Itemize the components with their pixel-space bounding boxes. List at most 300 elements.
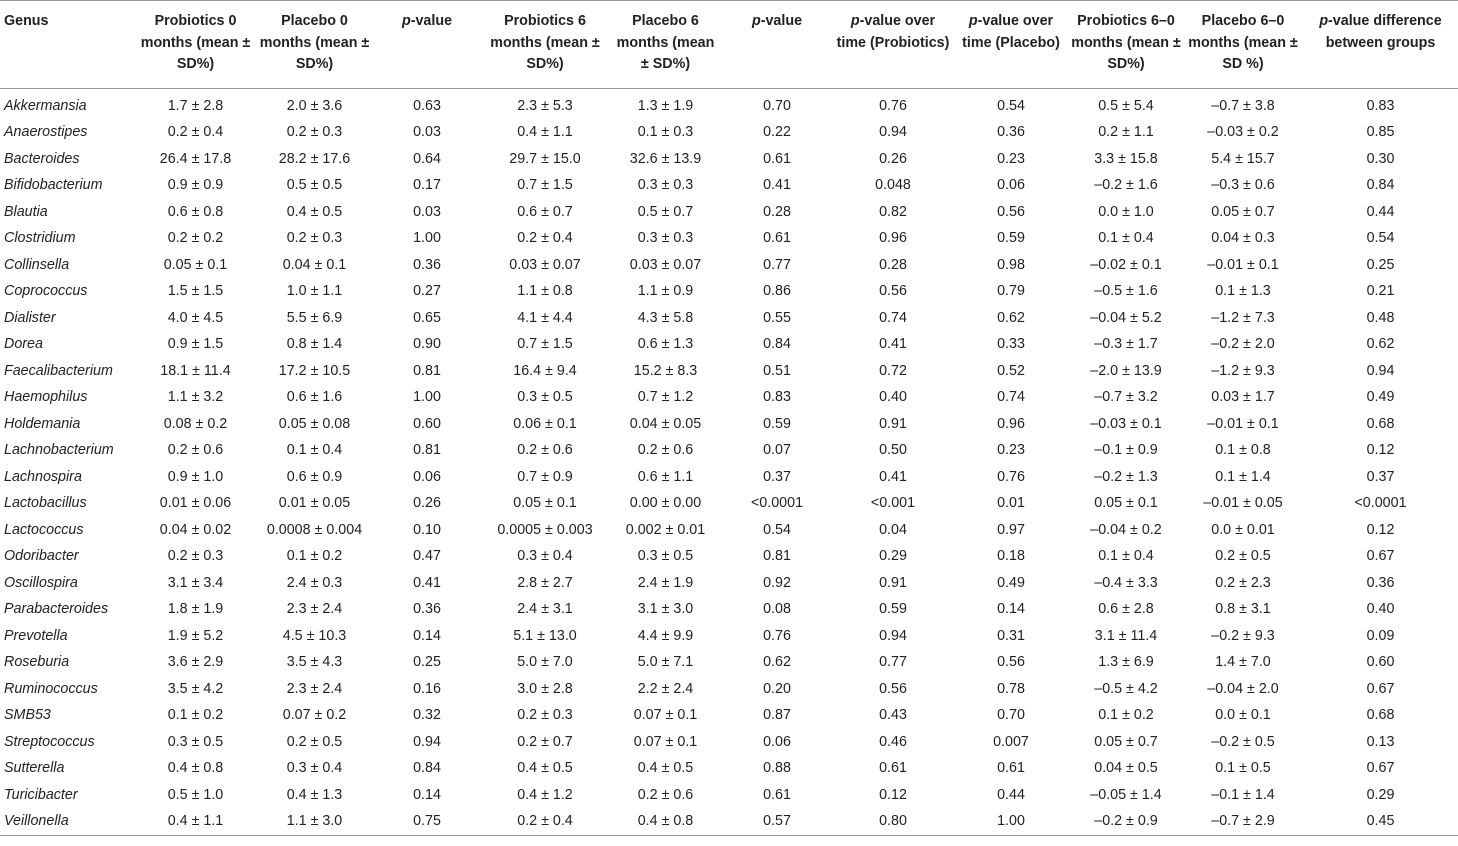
value-cell: 0.30	[1366, 150, 1395, 167]
column-header	[721, 1, 833, 89]
value-cell: –0.7 ± 3.8	[1211, 97, 1275, 114]
value-cell: 0.62	[1366, 336, 1395, 352]
value-cell: 5.4 ± 15.7	[1211, 150, 1275, 167]
value-cell: 0.36	[997, 124, 1025, 140]
value-cell: 0.6 ± 1.6	[286, 389, 343, 405]
value-cell: 0.65	[413, 309, 441, 326]
value-cell: 0.75	[374, 808, 480, 835]
value-cell: –0.04 ± 2.0	[1207, 680, 1279, 697]
value-cell: 0.2 ± 0.5	[286, 733, 343, 750]
table-row	[0, 225, 1458, 252]
value-cell: 0.94	[413, 733, 441, 750]
value-cell: 0.12	[879, 786, 907, 803]
value-cell: 0.37	[1366, 468, 1395, 485]
value-cell: –0.02 ± 0.1	[1090, 256, 1162, 273]
value-cell: 0.04 ± 0.1	[282, 256, 347, 273]
value-cell: 0.59	[997, 230, 1025, 246]
column-header-text: Placebo 6 months (mean ± SD%)	[616, 13, 715, 72]
value-cell: 1.4 ± 7.0	[1215, 654, 1271, 670]
value-cell: 0.4 ± 1.1	[517, 124, 573, 140]
value-cell: 2.4 ± 3.1	[517, 601, 573, 617]
value-cell: 0.63	[413, 97, 441, 114]
value-cell: 0.51	[763, 362, 791, 379]
value-cell: 0.2 ± 0.3	[167, 548, 224, 564]
value-cell: 0.50	[879, 442, 907, 458]
value-cell: 0.45	[1303, 808, 1458, 835]
value-cell: 0.7 ± 1.2	[637, 389, 694, 405]
value-cell: 0.22	[763, 124, 791, 140]
value-cell: 0.67	[1366, 760, 1395, 776]
value-cell: –0.2 ± 0.9	[1069, 808, 1183, 835]
value-cell: 0.7 ± 0.9	[517, 468, 573, 485]
value-cell: 28.2 ± 17.6	[278, 150, 351, 167]
value-cell: –0.05 ± 1.4	[1090, 786, 1162, 803]
value-cell: 0.81	[413, 362, 441, 379]
table-row	[0, 331, 1458, 358]
value-cell: 0.2 ± 0.3	[517, 707, 573, 723]
value-cell: 0.05 ± 0.7	[1211, 203, 1275, 220]
genus-cell: Ruminococcus	[4, 680, 98, 697]
value-cell: 0.81	[763, 548, 791, 564]
value-cell: 0.14	[413, 627, 441, 644]
value-cell: 0.12	[1366, 442, 1395, 458]
value-cell: 0.61	[763, 786, 791, 803]
value-cell: 0.28	[879, 256, 907, 273]
value-cell: 0.4 ± 1.2	[517, 786, 573, 803]
value-cell: 1.5 ± 1.5	[167, 283, 224, 299]
column-header	[1069, 1, 1183, 89]
genus-cell: Roseburia	[4, 654, 70, 670]
value-cell: 0.85	[1366, 124, 1395, 140]
value-cell: –2.0 ± 13.9	[1090, 362, 1162, 379]
value-cell: 0.84	[1366, 177, 1395, 193]
value-cell: 0.05 ± 0.1	[513, 495, 577, 511]
table-row	[0, 305, 1458, 332]
table-row	[0, 464, 1458, 491]
value-cell: 32.6 ± 13.9	[629, 150, 702, 167]
genus-cell: Blautia	[4, 203, 48, 220]
table-row	[0, 199, 1458, 226]
value-cell: 0.25	[1366, 256, 1395, 273]
table-row	[0, 119, 1458, 146]
genus-cell: Sutterella	[4, 760, 65, 776]
value-cell: –0.2 ± 2.0	[1211, 336, 1275, 352]
value-cell: 16.4 ± 9.4	[513, 362, 577, 379]
value-cell: 0.1 ± 0.4	[1098, 548, 1154, 564]
value-cell: 0.84	[413, 760, 441, 776]
value-cell: 0.4 ± 0.5	[637, 760, 694, 776]
value-cell: 3.1 ± 11.4	[1094, 627, 1158, 644]
value-cell: 0.88	[763, 760, 791, 776]
value-cell: 1.00	[413, 230, 441, 246]
genus-cell: Dialister	[4, 309, 56, 326]
column-header-text: -value	[410, 13, 453, 29]
value-cell: 0.59	[763, 415, 791, 432]
value-cell: 0.10	[413, 521, 441, 538]
value-cell: –1.2 ± 9.3	[1211, 362, 1275, 379]
column-header-text: -value difference between groups	[1325, 13, 1442, 51]
table-row	[0, 278, 1458, 305]
column-header	[610, 1, 721, 89]
value-cell: 0.007	[993, 733, 1029, 750]
value-cell: –0.04 ± 0.2	[1090, 521, 1162, 538]
value-cell: 0.48	[1366, 309, 1395, 326]
table-header	[0, 1, 1458, 89]
genus-cell: Holdemania	[4, 415, 81, 432]
value-cell: –0.03 ± 0.2	[1207, 124, 1279, 140]
table-row	[0, 808, 1458, 835]
value-cell: 0.33	[997, 336, 1025, 352]
value-cell: 0.17	[413, 177, 441, 193]
genus-cell: Coprococcus	[4, 283, 88, 299]
value-cell: 0.78	[997, 680, 1025, 697]
value-cell: 0.56	[997, 654, 1025, 670]
value-cell: 0.9 ± 1.5	[167, 336, 224, 352]
value-cell: <0.001	[870, 495, 916, 511]
value-cell: 5.1 ± 13.0	[513, 627, 577, 644]
value-cell: 0.82	[879, 203, 907, 220]
value-cell: 0.79	[997, 283, 1025, 299]
value-cell: 0.8 ± 1.4	[286, 336, 343, 352]
value-cell: 0.77	[763, 256, 791, 273]
value-cell: 3.5 ± 4.2	[167, 680, 224, 697]
value-cell: 0.68	[1366, 415, 1395, 432]
value-cell: 0.1 ± 0.2	[167, 707, 224, 723]
column-header	[255, 1, 374, 89]
value-cell: 5.5 ± 6.9	[286, 309, 343, 326]
value-cell: 2.3 ± 2.4	[286, 680, 343, 697]
value-cell: 0.2 ± 0.3	[286, 124, 343, 140]
value-cell: 4.0 ± 4.5	[167, 309, 224, 326]
value-cell: 0.29	[879, 548, 907, 564]
value-cell: 0.07 ± 0.2	[282, 707, 347, 723]
value-cell: 0.08	[763, 601, 791, 617]
value-cell: 0.09	[1366, 627, 1395, 644]
column-header-text: p	[1319, 13, 1329, 29]
genus-cell: Dorea	[4, 336, 43, 352]
value-cell: 0.002 ± 0.01	[625, 521, 706, 538]
value-cell: 0.3 ± 0.3	[637, 230, 694, 246]
value-cell: 0.04 ± 0.05	[629, 415, 702, 432]
genus-cell: Lactobacillus	[4, 495, 87, 511]
value-cell: 0.0008 ± 0.004	[266, 521, 363, 538]
value-cell: 0.1 ± 1.3	[1215, 283, 1271, 299]
value-cell: 1.1 ± 0.9	[637, 283, 694, 299]
value-cell: 0.90	[413, 336, 441, 352]
value-cell: 0.70	[763, 97, 791, 114]
value-cell: 0.3 ± 0.5	[517, 389, 573, 405]
value-cell: 0.54	[997, 97, 1025, 114]
value-cell: 0.70	[997, 707, 1025, 723]
value-cell: –0.2 ± 1.3	[1094, 468, 1158, 485]
genus-cell: Streptococcus	[4, 733, 95, 750]
value-cell: 0.25	[413, 654, 441, 670]
value-cell: 5.0 ± 7.0	[517, 654, 573, 670]
value-cell: –0.1 ± 1.4	[1211, 786, 1275, 803]
genus-cell: Odoribacter	[4, 548, 79, 564]
column-header-text: Probiotics 6–0 months (mean ± SD%)	[1071, 13, 1181, 72]
value-cell: 5.0 ± 7.1	[637, 654, 694, 670]
value-cell: 0.07 ± 0.1	[633, 707, 698, 723]
value-cell: 0.67	[1366, 680, 1395, 697]
value-cell: 0.47	[413, 548, 441, 564]
value-cell: 0.76	[763, 627, 791, 644]
column-header	[136, 1, 255, 89]
value-cell: 0.6 ± 2.8	[1098, 601, 1154, 617]
value-cell: 0.05 ± 0.1	[163, 256, 228, 273]
genus-cell: Clostridium	[4, 230, 76, 246]
value-cell: 0.2 ± 0.6	[167, 442, 224, 458]
value-cell: 3.6 ± 2.9	[167, 654, 224, 670]
value-cell: 0.1 ± 0.5	[1215, 760, 1271, 776]
value-cell: 0.1 ± 1.4	[1215, 468, 1271, 485]
value-cell: 1.8 ± 1.9	[167, 601, 224, 617]
value-cell: 0.91	[879, 415, 907, 432]
value-cell: 0.41	[413, 574, 441, 591]
value-cell: 0.74	[879, 309, 907, 326]
value-cell: 4.1 ± 4.4	[517, 309, 573, 326]
value-cell: 0.3 ± 0.3	[637, 177, 694, 193]
value-cell: 3.1 ± 3.0	[637, 601, 694, 617]
value-cell: 0.31	[997, 627, 1025, 644]
value-cell: 0.97	[997, 521, 1025, 538]
value-cell: 0.83	[763, 389, 791, 405]
value-cell: 0.52	[997, 362, 1025, 379]
column-header	[833, 1, 953, 89]
value-cell: 0.18	[997, 548, 1025, 564]
value-cell: 0.72	[879, 362, 907, 379]
value-cell: 15.2 ± 8.3	[633, 362, 698, 379]
value-cell: 3.3 ± 15.8	[1094, 150, 1158, 167]
value-cell: 2.0 ± 3.6	[286, 97, 343, 114]
value-cell: 0.1 ± 0.3	[637, 124, 694, 140]
value-cell: 0.3 ± 0.5	[637, 548, 694, 564]
value-cell: 1.9 ± 5.2	[167, 627, 224, 644]
value-cell: 0.7 ± 1.5	[517, 177, 573, 193]
value-cell: 0.74	[997, 389, 1025, 405]
value-cell: 0.54	[763, 521, 791, 538]
value-cell: 1.7 ± 2.8	[167, 97, 224, 114]
column-header	[0, 1, 136, 89]
value-cell: 1.1 ± 3.2	[167, 389, 224, 405]
value-cell: 0.9 ± 0.9	[167, 177, 224, 193]
value-cell: 0.83	[1366, 97, 1395, 114]
value-cell: 0.2 ± 0.7	[517, 733, 573, 750]
column-header	[1303, 1, 1458, 89]
value-cell: 0.04 ± 0.02	[159, 521, 232, 538]
value-cell: 0.94	[1366, 362, 1395, 379]
table-row	[0, 88, 1458, 119]
value-cell: –0.01 ± 0.1	[1207, 415, 1279, 432]
value-cell: 0.92	[763, 574, 791, 591]
value-cell: 1.3 ± 6.9	[1098, 654, 1154, 670]
value-cell: 2.3 ± 2.4	[286, 601, 343, 617]
value-cell: 0.44	[997, 786, 1025, 803]
value-cell: 0.62	[997, 309, 1025, 326]
column-header-text: p	[751, 13, 761, 29]
value-cell: 4.3 ± 5.8	[637, 309, 694, 326]
value-cell: 0.5 ± 5.4	[1098, 97, 1154, 114]
table-row	[0, 384, 1458, 411]
value-cell: 0.03	[413, 124, 441, 140]
value-cell: <0.0001	[1354, 495, 1407, 511]
value-cell: 0.84	[763, 336, 791, 352]
value-cell: 0.76	[879, 97, 907, 114]
value-cell: 26.4 ± 17.8	[159, 150, 232, 167]
column-header-text: -value over time (Probiotics)	[836, 13, 950, 51]
value-cell: 0.06 ± 0.1	[513, 415, 577, 432]
column-header-text: -value over time (Placebo)	[962, 13, 1060, 51]
genus-cell: Akkermansia	[4, 97, 87, 114]
value-cell: 0.98	[997, 256, 1025, 273]
value-cell: 0.56	[997, 203, 1025, 220]
value-cell: –0.1 ± 0.9	[1094, 442, 1158, 458]
value-cell: 0.26	[413, 495, 441, 511]
value-cell: 0.36	[413, 601, 441, 617]
value-cell: 1.1 ± 3.0	[255, 808, 374, 835]
value-cell: 0.43	[879, 707, 907, 723]
value-cell: 0.76	[997, 468, 1025, 485]
value-cell: –0.7 ± 3.2	[1094, 389, 1158, 405]
value-cell: 0.77	[879, 654, 907, 670]
value-cell: 0.01	[997, 495, 1025, 511]
value-cell: 1.00	[953, 808, 1069, 835]
value-cell: 0.5 ± 1.0	[167, 786, 224, 803]
value-cell: 0.91	[879, 574, 907, 591]
value-cell: 0.28	[763, 203, 791, 220]
value-cell: 0.56	[879, 283, 907, 299]
value-cell: 0.40	[1366, 601, 1395, 617]
value-cell: 1.1 ± 0.8	[517, 283, 573, 299]
table-row	[0, 570, 1458, 597]
table-row	[0, 252, 1458, 279]
value-cell: 0.37	[763, 468, 791, 485]
value-cell: 0.2 ± 0.4	[517, 230, 573, 246]
value-cell: 1.0 ± 1.1	[286, 283, 343, 299]
value-cell: 0.0 ± 0.1	[1215, 707, 1271, 723]
value-cell: 2.4 ± 0.3	[286, 574, 343, 591]
genus-cell: Parabacteroides	[4, 601, 109, 617]
value-cell: 0.49	[1366, 389, 1395, 405]
genus-cell: Anaerostipes	[4, 124, 88, 140]
table-row	[0, 517, 1458, 544]
value-cell: 0.04 ± 0.5	[1094, 760, 1158, 776]
value-cell: 0.2 ± 2.3	[1215, 574, 1271, 591]
table-row	[0, 490, 1458, 517]
column-header	[1183, 1, 1303, 89]
value-cell: 0.4 ± 1.1	[136, 808, 255, 835]
value-cell: 0.03 ± 0.07	[629, 256, 702, 273]
value-cell: 0.61	[997, 760, 1025, 776]
value-cell: 0.05 ± 0.08	[278, 415, 351, 432]
value-cell: 2.2 ± 2.4	[637, 680, 694, 697]
value-cell: 0.21	[1366, 283, 1395, 299]
genus-cell: Bifidobacterium	[4, 177, 103, 193]
value-cell: 0.05 ± 0.1	[1094, 495, 1158, 511]
genus-cell: Bacteroides	[4, 150, 80, 167]
value-cell: 0.14	[997, 601, 1025, 617]
value-cell: 0.57	[721, 808, 833, 835]
value-cell: 0.048	[875, 177, 911, 193]
value-cell: 0.44	[1366, 203, 1395, 220]
value-cell: 4.4 ± 9.9	[637, 627, 694, 644]
value-cell: –0.3 ± 0.6	[1211, 177, 1275, 193]
value-cell: 0.68	[1366, 707, 1395, 723]
value-cell: 0.0 ± 1.0	[1098, 203, 1154, 220]
column-header-text: p	[968, 13, 978, 29]
value-cell: 0.1 ± 0.2	[286, 548, 343, 564]
value-cell: 0.60	[1366, 654, 1395, 670]
value-cell: 0.6 ± 1.1	[637, 468, 694, 485]
genus-cell: Lachnospira	[4, 468, 82, 485]
value-cell: –0.5 ± 1.6	[1094, 283, 1158, 299]
value-cell: 0.9 ± 1.0	[167, 468, 224, 485]
column-header-text: Placebo 0 months (mean ± SD%)	[259, 13, 370, 72]
table-row	[0, 543, 1458, 570]
value-cell: 0.2 ± 0.3	[286, 230, 343, 246]
value-cell: 0.23	[997, 442, 1025, 458]
value-cell: 0.05 ± 0.7	[1094, 733, 1158, 750]
value-cell: 3.1 ± 3.4	[167, 574, 224, 591]
value-cell: 0.41	[879, 468, 907, 485]
genus-cell: Veillonella	[0, 808, 136, 835]
value-cell: –0.01 ± 0.05	[1203, 495, 1283, 511]
value-cell: 18.1 ± 11.4	[160, 362, 231, 379]
value-cell: 0.3 ± 0.5	[167, 733, 224, 750]
value-cell: 0.26	[879, 150, 907, 167]
value-cell: 0.03 ± 0.07	[509, 256, 581, 273]
value-cell: 0.0005 ± 0.003	[497, 521, 593, 538]
value-cell: 0.96	[879, 230, 907, 246]
value-cell: 0.86	[763, 283, 791, 299]
value-cell: 0.67	[1366, 548, 1395, 564]
value-cell: 0.2 ± 1.1	[1098, 124, 1154, 140]
value-cell: 0.01 ± 0.05	[278, 495, 351, 511]
value-cell: –0.4 ± 3.3	[1094, 574, 1158, 591]
value-cell: 17.2 ± 10.5	[278, 362, 351, 379]
value-cell: 0.00 ± 0.00	[629, 495, 702, 511]
value-cell: 0.08 ± 0.2	[163, 415, 228, 432]
column-header-text: p	[850, 13, 860, 29]
value-cell: 0.06	[413, 468, 441, 485]
value-cell: 0.46	[879, 733, 907, 750]
value-cell: 0.13	[1366, 733, 1395, 750]
value-cell: 0.5 ± 0.5	[286, 177, 343, 193]
table-row	[0, 411, 1458, 438]
value-cell: 0.2 ± 0.5	[1215, 548, 1271, 564]
value-cell: 0.4 ± 0.5	[517, 760, 573, 776]
table-row	[0, 172, 1458, 199]
value-cell: 0.16	[413, 680, 441, 697]
table-row	[0, 623, 1458, 650]
value-cell: 2.4 ± 1.9	[637, 574, 694, 591]
value-cell: 0.2 ± 0.6	[517, 442, 573, 458]
value-cell: 0.29	[1366, 786, 1395, 803]
value-cell: 0.3 ± 0.4	[286, 760, 343, 776]
value-cell: <0.0001	[750, 495, 804, 511]
value-cell: 0.03 ± 1.7	[1211, 389, 1275, 405]
value-cell: 0.5 ± 0.7	[637, 203, 694, 220]
value-cell: –0.2 ± 0.5	[1211, 733, 1275, 750]
value-cell: 0.55	[763, 309, 791, 326]
genus-cell: Lachnobacterium	[4, 442, 114, 458]
value-cell: 0.60	[413, 415, 441, 432]
table-row	[0, 702, 1458, 729]
value-cell: 0.61	[763, 150, 791, 167]
value-cell: 0.1 ± 0.4	[1098, 230, 1154, 246]
genus-cell: Haemophilus	[4, 389, 88, 405]
value-cell: 0.59	[879, 601, 907, 617]
